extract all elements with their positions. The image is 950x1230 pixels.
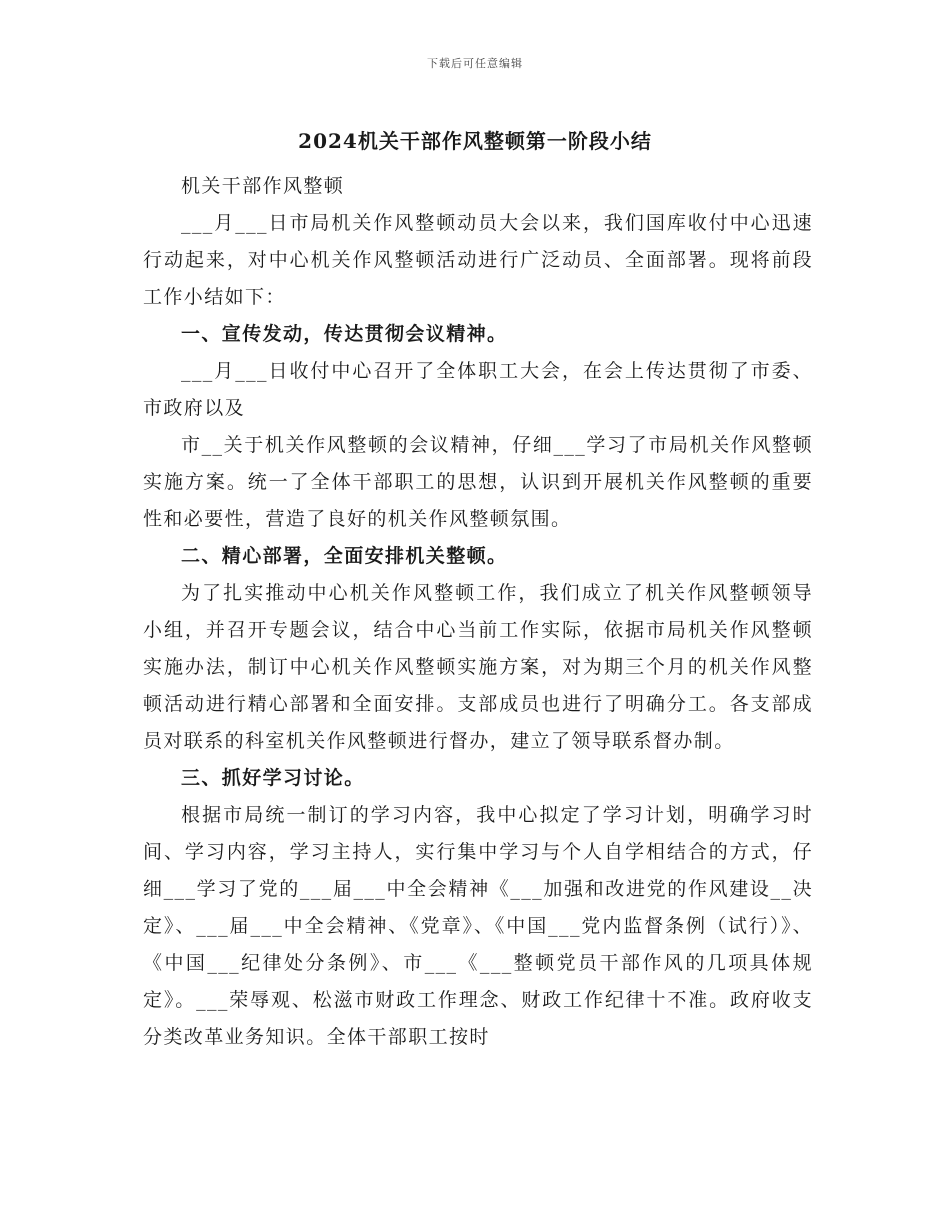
- section-heading-1: 一、宣传发动，传达贯彻会议精神。: [181, 323, 508, 345]
- paragraph-section3: 根据市局统一制订的学习内容，我中心拟定了学习计划，明确学习时间、学习内容，学习主持人，实行集中学习与个人自学相结合的方式，仔细___学习了党的___届___中全会精神《___加强和改进党的作风建设__决定》、___届___中全会精神、《党章》、《中国___党内监督条例（试行）》、《中国___纪律处分条例》、市___《___整顿党员干部作风的几项具体规定》。___荣辱观、松滋市财政工作理念、财政工作纪律十不准。政府收支分类改革业务知识。全体干部职工按时: [143, 804, 813, 1048]
- section-heading-3: 三、抓好学习讨论。: [181, 767, 365, 789]
- document-title: 2024机关干部作风整顿第一阶段小结: [298, 129, 652, 153]
- paragraph-section2: 为了扎实推动中心机关作风整顿工作，我们成立了机关作风整顿领导小组，并召开专题会议，结合中心当前工作实际，依据市局机关作风整顿实施办法，制订中心机关作风整顿实施方案，对为期三个月的机关作风整顿活动进行精心部署和全面安排。支部成员也进行了明确分工。各支部成员对联系的科室机关作风整顿进行督办，建立了领导联系督办制。: [143, 582, 813, 752]
- section-heading-2: 二、精心部署，全面安排机关整顿。: [181, 545, 508, 567]
- header-note: 下载后可任意编辑: [427, 57, 523, 70]
- document-body: [143, 168, 813, 1056]
- paragraph-section1-a: ___月___日收付中心召开了全体职工大会，在会上传达贯彻了市委、市政府以及: [143, 360, 813, 419]
- paragraph-section1-b: 市__关于机关作风整顿的会议精神，仔细___学习了市局机关作风整顿实施方案。统一了全体干部职工的思想，认识到开展机关作风整顿的重要性和必要性，营造了良好的机关作风整顿氛围。: [143, 434, 813, 530]
- paragraph-subtitle: 机关干部作风整顿: [181, 175, 345, 197]
- paragraph-intro: ___月___日市局机关作风整顿动员大会以来，我们国库收付中心迅速行动起来，对中心机关作风整顿活动进行广泛动员、全面部署。现将前段工作小结如下：: [143, 212, 813, 308]
